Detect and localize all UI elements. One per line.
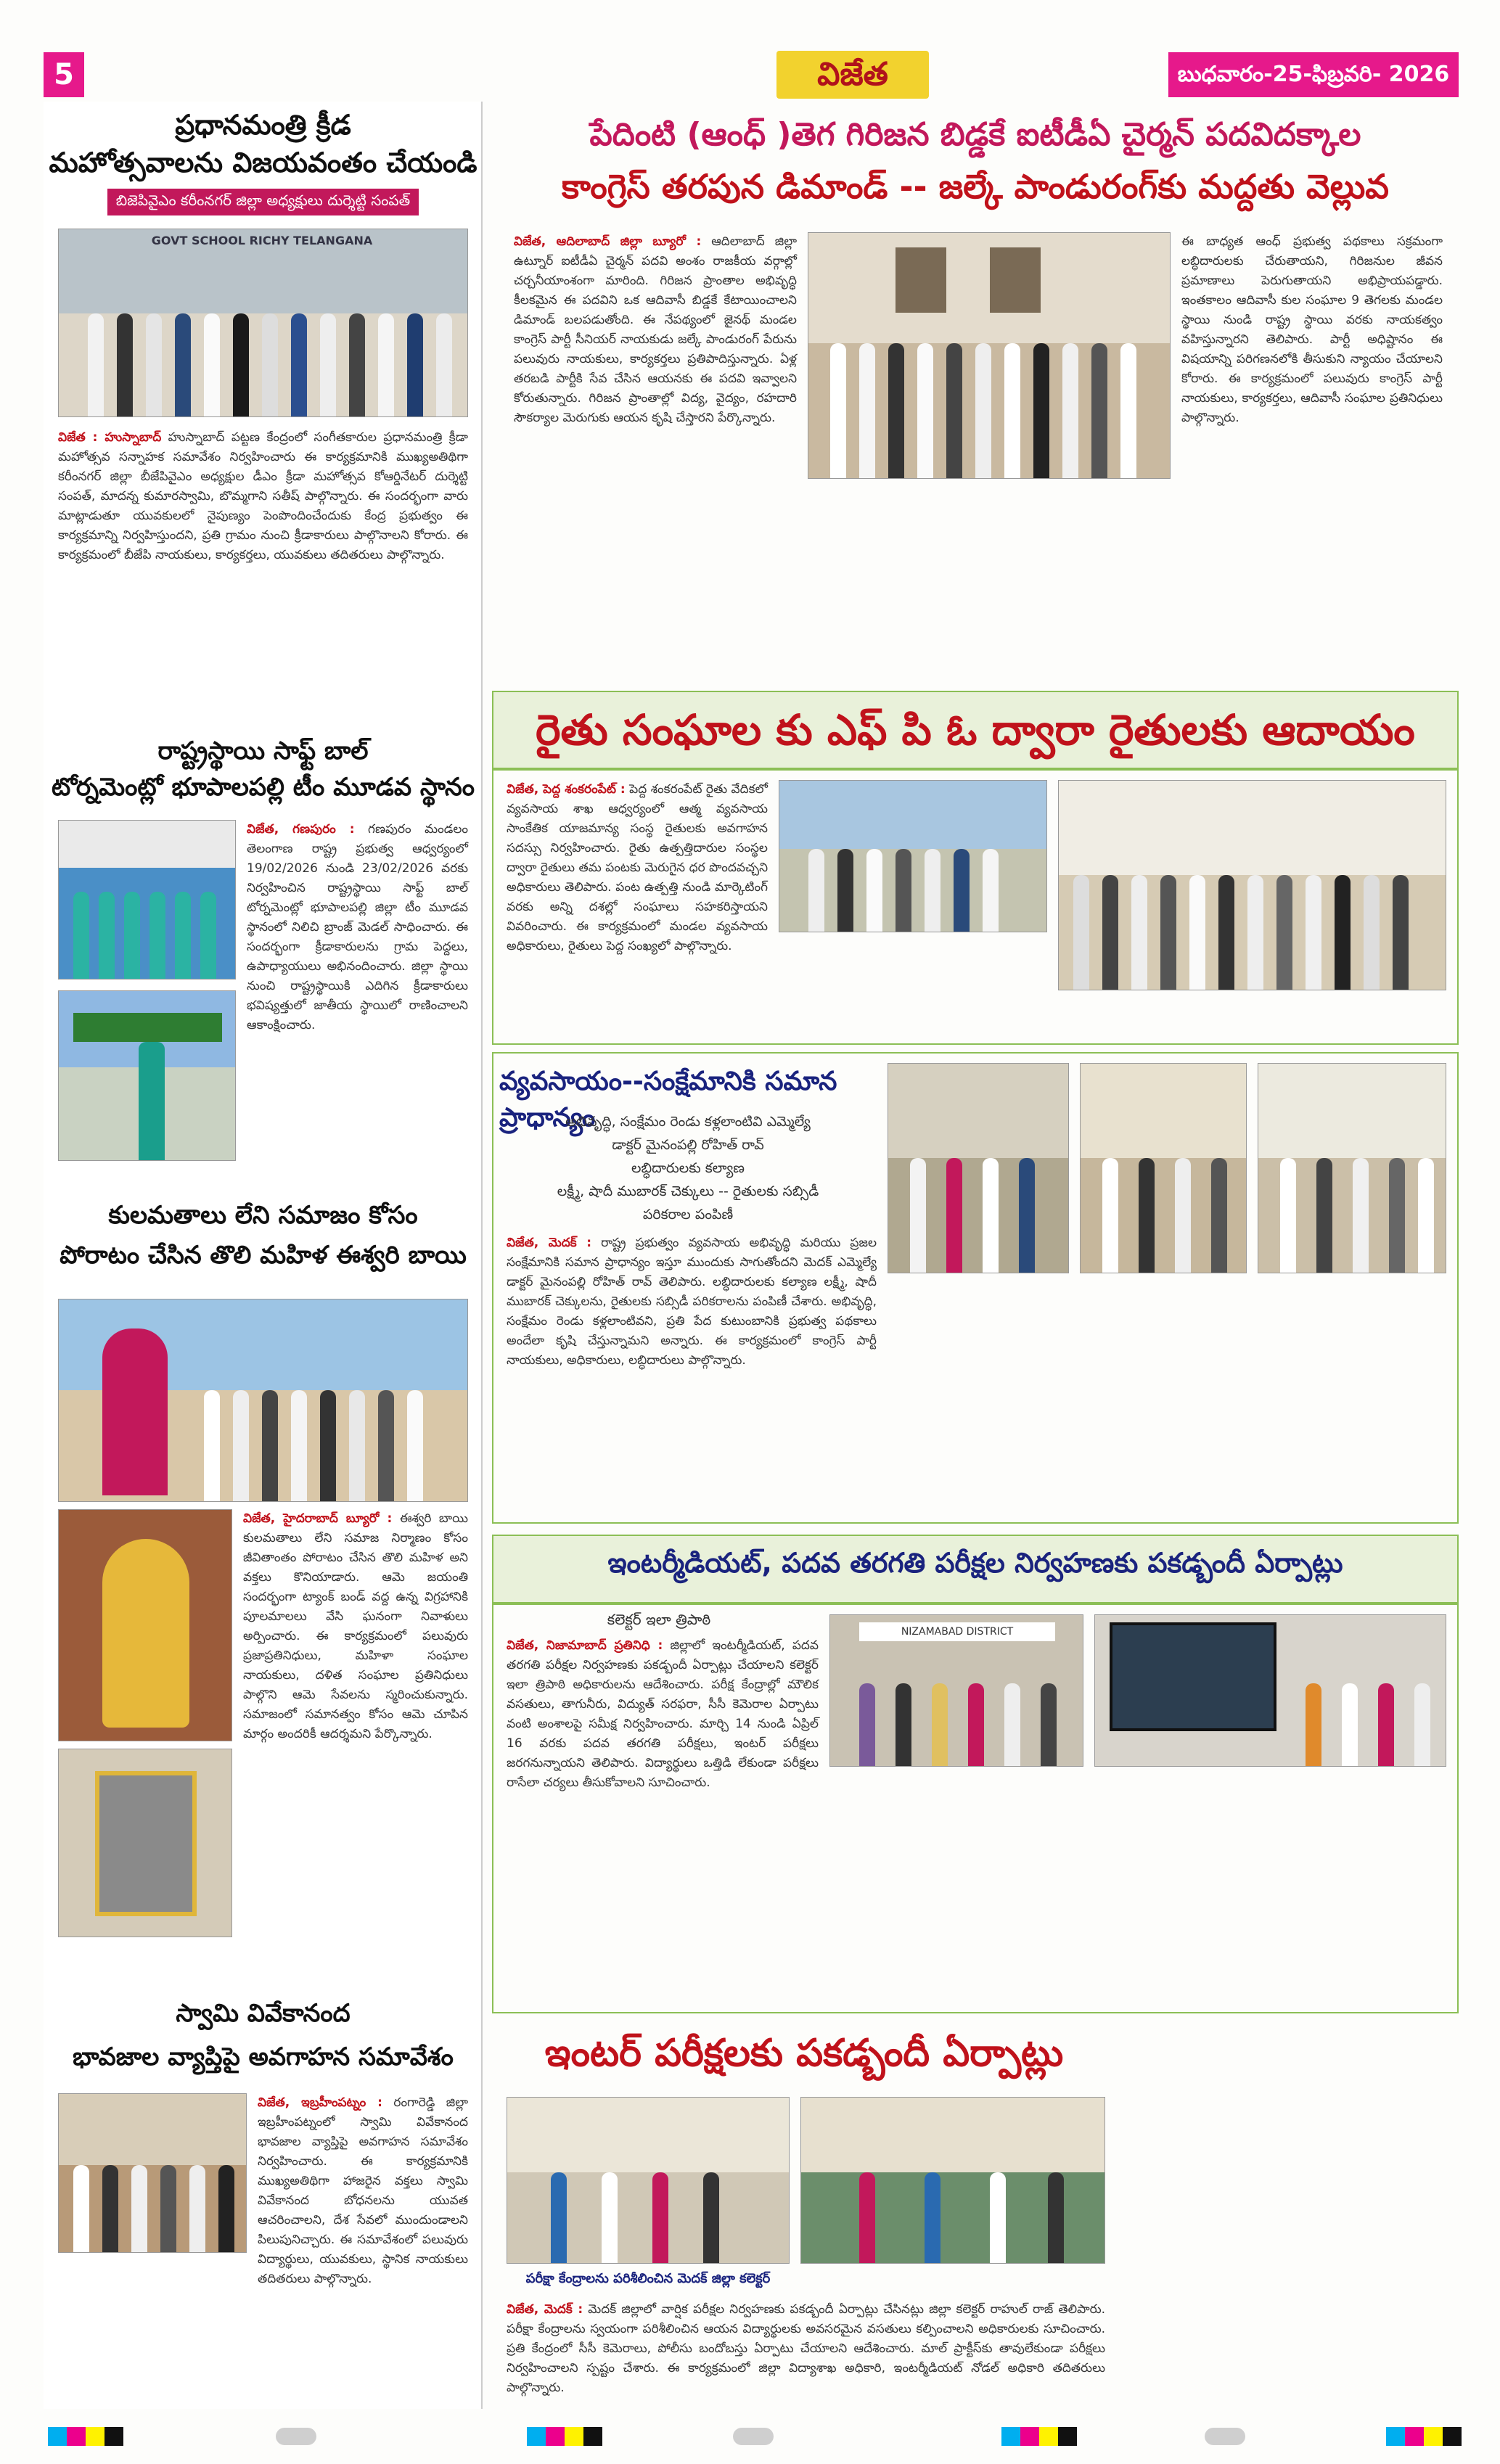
photo-felicitation bbox=[808, 232, 1171, 479]
photo-meeting bbox=[58, 2093, 247, 2253]
photo-statue-event bbox=[58, 1299, 468, 1502]
article-body: ఈశ్వరి బాయి కులమతాలు లేని సమాజ నిర్మాణం కోసం జీవితాంతం పోరాటం చేసిన తొలి మహిళ అని వక్తలు కొనియాడారు. ఆమె జయంతి సందర్భంగా ట్యాంక్ బండ్ వద్ద ఉన్న విగ్రహానికి పూలమాలలు వేసి ఘనంగా నివాళులు అర్పించారు. ఈ కార్యక్రమంలో పలువురు ప్రజాప్రతినిధులు, మహిళా సంఘాల నాయకులు, దళిత సంఘాల ప్రతినిధులు పాల్గొని ఆమె సేవలను స్మరించుకున్నారు. సమాజంలో సమానత్వం కోసం ఆమె చూపిన మార్గం అందరికీ ఆదర్శమని పేర్కొన్నారు. bbox=[243, 1511, 469, 1741]
agri-sub3: లబ్ధిదారులకు కల్యాణ bbox=[631, 1160, 745, 1176]
agri-sub1: అభివృద్ధి, సంక్షేమం రెండు కళ్లలాంటివి ఎమ్మెల్యే bbox=[565, 1114, 811, 1130]
photo-team bbox=[58, 820, 236, 980]
inter-body-right bbox=[1123, 2032, 1446, 2402]
exams-headline: ఇంటర్మీడియట్, పదవ తరగతి పరీక్షల నిర్వహణకు పకడ్బందీ ఏర్పాట్లు bbox=[607, 1547, 1343, 1579]
article-title-line2: టోర్నమెంట్లో భూపాలపల్లి టీం మూడవ స్థానం bbox=[51, 773, 475, 802]
issue-date: బుధవారం-25-ఫిబ్రవరి- 2026 bbox=[1168, 52, 1459, 97]
exams-body-middle bbox=[829, 1774, 1134, 2006]
page-header bbox=[44, 52, 1459, 97]
agri-body-right bbox=[1174, 1281, 1446, 1516]
photo-farmers-outdoor bbox=[779, 780, 1047, 932]
photo-video-conference bbox=[1094, 1614, 1446, 1767]
article-body-continued bbox=[58, 2260, 468, 2398]
farmers-body-continued bbox=[779, 943, 1047, 1038]
article-dateline: విజేత, ఆదిలాబాద్ జిల్లా బ్యూరో : bbox=[514, 234, 702, 249]
agri-headline: వ్యవసాయం--సంక్షేమానికి సమాన ప్రాధాన్యం bbox=[499, 1067, 837, 1133]
article-body-intro: రంగారెడ్డి జిల్లా ఇబ్రహీంపట్నంలో స్వామి వివేకానంద భావజాల వ్యాప్తిపై అవగాహన సమావేశం నిర్వహించారు. ఈ కార్యక్రమానికి ముఖ్యఅతిథిగా హాజరైన వక్తలు స్వామి వివేకానంద బోధనలను యువత ఆచరించాలని, దేశ సేవలో ముందుండాలని పిలుపునిచ్చారు. ఈ సమావేశంలో పలువురు విద్యార్థులు, యువకులు, స్థానిక నాయకులు తదితరులు పాల్గొన్నారు. bbox=[258, 2095, 468, 2286]
photo-group-school bbox=[58, 229, 468, 417]
article-title-line1: స్వామి వివేకానంద bbox=[176, 1999, 351, 2028]
article-title-line1: ప్రధానమంత్రి క్రీడ bbox=[175, 109, 351, 141]
article-subtitle-tag: బిజెపివైఎం కరీంనగర్ జిల్లా అధ్యక్షులు దుర్శెట్టి సంపత్ bbox=[107, 189, 419, 215]
exams-body-right bbox=[1145, 1774, 1446, 2006]
masthead-logo: విజేత bbox=[776, 51, 929, 99]
article-dateline: విజేత, పెద్ద శంకరంపేట్ : bbox=[507, 782, 626, 797]
photo-cheque-distribution bbox=[1080, 1063, 1247, 1273]
photo-mla-event bbox=[1258, 1063, 1446, 1273]
meeting-banner: NIZAMABAD DISTRICT bbox=[859, 1622, 1055, 1641]
agri-subheads bbox=[499, 1110, 877, 1226]
article-dateline: విజేత, మెదక్ : bbox=[507, 2302, 583, 2317]
right-column bbox=[492, 102, 1459, 2409]
article-body: ఆదిలాబాద్ జిల్లా ఉట్నూర్ ఐటీడీఏ చైర్మన్ పదవి అంశం రాజకీయ వర్గాల్లో చర్చనీయాంశంగా మారింది. గిరిజన ప్రాంతాల అభివృద్ధి కీలకమైన ఈ పదవిని ఒక ఆదివాసీ బిడ్డకే కేటాయించాలని డిమాండ్ బలపడుతోంది. ఈ నేపథ్యంలో జైనథ్ మండల కాంగ్రెస్ పార్టీ సీనియర్ నాయకుడు జల్కే పాండురంగ్ పేరును పలువురు నాయకులు, కార్యకర్తలు ప్రతిపాదిస్తున్నారు. ఏళ్ల తరబడి పార్టీకి సేవ చేసిన ఆయనకు ఈ పదవి ఇవ్వాలని కోరుతున్నారు. గిరిజన ప్రాంతాల్లో విద్య, వైద్యం, రహదారి సౌకర్యాల మెరుగుకు ఆయన కృషి చేస్తారని పేర్కొన్నారు. bbox=[514, 234, 797, 425]
lead-body-middle bbox=[808, 490, 1171, 675]
article-dateline: విజేత, మెదక్ : bbox=[507, 1236, 591, 1250]
article-title-line2: భావజాల వ్యాప్తిపై అవగాహన సమావేశం bbox=[73, 2042, 454, 2071]
article-dateline: విజేత, ఇబ్రహీంపట్నం : bbox=[258, 2095, 382, 2110]
agri-sub4: లక్ష్మీ, షాదీ ముబారక్ చెక్కులు -- రైతులకు సబ్సిడీ bbox=[557, 1183, 819, 1199]
article-dateline: విజేత, నిజామాబాద్ ప్రతినిధి : bbox=[507, 1638, 663, 1653]
lead-headline-line2: కాంగ్రెస్ తరపున డిమాండ్ -- జల్కే పాండురంగ్‌కు మద్దతు వెల్లువ bbox=[562, 167, 1389, 206]
article-body: హుస్నాబాద్ పట్టణ కేంద్రంలో సంగీతకారుల ప్రధానమంత్రి క్రీడా మహోత్సవ సన్నాహక సమావేశం నిర్వహించారు ఈ కార్యక్రమానికి ముఖ్యఅతిథిగా కరీంనగర్ జిల్లా బీజేపివైఎం అధ్యక్షుల డీఎం క్రీడా మహోత్సవ కోఆర్డినేటర్ దుర్శెట్టి సంపత్, మాదన్న కుమారస్వామి, బొమ్మగాని సతీష్ పాల్గొన్నారు. ఈ సందర్భంగా వారు మాట్లాడుతూ యువకులలో నైపుణ్యం పెంపొందించేందుకు కేంద్ర ప్రభుత్వం ఈ కార్యక్రమాన్ని నిర్వహిస్తుందని, ప్రతి గ్రామం నుంచి క్రీడాకారులు పాల్గొనాలని కోరారు. ఈ కార్యక్రమంలో బీజేపి నాయకులు, కార్యకర్తలు, యువకులు తదితరులు పాల్గొన్నారు. bbox=[58, 430, 469, 562]
article-dateline: విజేత, హైదరాబాద్ బ్యూరో : bbox=[243, 1511, 393, 1526]
photo-sign-text: GOVT SCHOOL RICHY TELANGANA bbox=[151, 234, 373, 247]
lead-body-right: ఈ బాధ్యత ఆంధ్ ప్రభుత్వ పథకాలు సక్రమంగా లబ్ధిదారులకు చేరుతాయని, గిరిజనుల జీవన ప్రమాణాలు పెరుగుతాయని అభిప్రాయపడ్డారు. ఇంతకాలం ఆదివాసీ కుల సంఘాల 9 తెగలకు మండల స్థాయి నుండి రాష్ట్ర స్థాయి వరకు నాయకత్వం వహిస్తున్నారని తెలిపారు. పార్టీ అధిష్టానం ఈ విషయాన్ని పరిగణనలోకి తీసుకుని న్యాయం చేయాలని కోరారు. ఈ కార్యక్రమంలో పలువురు కాంగ్రెస్ పార్టీ నాయకులు, కార్యకర్తలు, ఆదివాసీ సంఘాల ప్రతినిధులు పాల్గొన్నారు. bbox=[1181, 234, 1443, 425]
photo-collector-visit bbox=[507, 2097, 790, 2264]
photo-athlete bbox=[58, 990, 236, 1161]
page-number: 5 bbox=[44, 52, 84, 97]
article-dateline: విజేత, గణపురం : bbox=[247, 822, 355, 837]
article-body: రాష్ట్ర ప్రభుత్వం వ్యవసాయ అభివృద్ధి మరియు ప్రజల సంక్షేమానికి సమాన ప్రాధాన్యం ఇస్తూ ముందుకు సాగుతోందని మెదక్ ఎమ్మెల్యే డాక్టర్ మైనంపల్లి రోహిత్ రావ్ తెలిపారు. లబ్ధిదారులకు కల్యాణ లక్ష్మీ, షాదీ ముబారక్ చెక్కులను, రైతులకు సబ్సిడీ పరికరాలను పంపిణీ చేశారు. అభివృద్ధి, సంక్షేమం రెండు కళ్లలాంటివని, ప్రతి పేద కుటుంబానికి ప్రభుత్వ పథకాలు అందేలా కృషి చేస్తున్నామని అన్నారు. ఈ కార్యక్రమంలో కాంగ్రెస్ పార్టీ నాయకులు, అధికారులు, లబ్ధిదారులు పాల్గొన్నారు. bbox=[507, 1236, 877, 1368]
inter-headline: ఇంటర్ పరీక్షలకు పకడ్బందీ ఏర్పాట్లు bbox=[544, 2032, 1064, 2075]
article-title-line1: కులమతాలు లేని సమాజం కోసం bbox=[108, 1201, 418, 1230]
agri-sub2: డాక్టర్ మైనంపల్లి రోహిత్ రావ్ bbox=[612, 1137, 764, 1153]
photo-caption: పరీక్షా కేంద్రాలను పరిశీలించిన మెదక్ జిల్లా కలెక్టర్ bbox=[525, 2271, 771, 2286]
article-title-line1: రాష్ట్రస్థాయి సాఫ్ట్ బాల్ bbox=[157, 736, 369, 765]
article-title-line2: మహోత్సవాలను విజయవంతం చేయండి bbox=[49, 147, 478, 178]
article-body: జిల్లాలో ఇంటర్మీడియట్, పదవ తరగతి పరీక్షల నిర్వహణకు పకడ్బందీ ఏర్పాట్లు చేయాలని కలెక్టర్ ఇలా త్రిపాఠి అధికారులను ఆదేశించారు. పరీక్ష కేంద్రాల్లో మౌలిక వసతులు, తాగునీరు, విద్యుత్ సరఫరా, సీసీ కెమెరాల ఏర్పాటు వంటి అంశాలపై సమీక్ష నిర్వహించారు. మార్చి 14 నుండి ఏప్రిల్ 16 వరకు పదవ తరగతి పరీక్షలు, ఇంటర్ పరీక్షలు జరగనున్నాయని తెలిపారు. విద్యార్థులు ఒత్తిడి లేకుండా పరీక్షలు రాసేలా చర్యలు తీసుకోవాలని సూచించారు. bbox=[507, 1638, 819, 1790]
article-dateline: విజేత : హుస్నాబాద్ bbox=[58, 430, 162, 445]
article-body: గణపురం మండలం తెలంగాణ రాష్ట్ర ప్రభుత్వ ఆధ్వర్యంలో 19/02/2026 నుండి 23/02/2026 వరకు నిర్వహించిన రాష్ట్రస్థాయి సాఫ్ట్ బాల్ టోర్నమెంట్లో భూపాలపల్లి జిల్లా టీం మూడవ స్థానంలో నిలిచి బ్రాంజ్ మెడల్ సాధించారు. ఈ సందర్భంగా క్రీడాకారులను గ్రామ పెద్దలు, ఉపాధ్యాయులు అభినందించారు. జిల్లా స్థాయి నుంచి రాష్ట్రస్థాయికి ఎదిగిన క్రీడాకారులు భవిష్యత్తులో జాతీయ స్థాయిలో రాణించాలని ఆకాంక్షించారు. bbox=[247, 822, 468, 1032]
photo-equipment-handover bbox=[888, 1063, 1069, 1273]
agri-sub5: పరికరాల పంపిణీ bbox=[642, 1207, 734, 1223]
exams-sub: కలెక్టర్ ఇలా త్రిపాఠి bbox=[607, 1611, 711, 1628]
photo-exam-hall bbox=[800, 2097, 1105, 2264]
photo-farmers-meeting bbox=[1058, 780, 1446, 990]
left-column bbox=[44, 102, 483, 2409]
photo-review-meeting bbox=[829, 1614, 1083, 1767]
photo-garlanded-bust bbox=[58, 1509, 232, 1741]
article-body: మెదక్ జిల్లాలో వార్షిక పరీక్షల నిర్వహణకు పకడ్బందీ ఏర్పాట్లు చేసినట్లు జిల్లా కలెక్టర్ రాహుల్ రాజ్ తెలిపారు. పరీక్షా కేంద్రాలను స్వయంగా పరిశీలించిన ఆయన విద్యార్థులకు అవసరమైన వసతులు కల్పించాలని అధికారులకు సూచించారు. ప్రతి కేంద్రంలో సీసీ కెమెరాలు, పోలీసు బందోబస్తు ఏర్పాటు చేయాలని ఆదేశించారు. మాల్ ప్రాక్టీస్‌కు తావులేకుండా పరీక్షలు నిర్వహించాలని స్పష్టం చేశారు. ఈ కార్యక్రమంలో జిల్లా విద్యాశాఖ అధికారి, ఇంటర్మీడియట్ నోడల్ అధికారి తదితరులు పాల్గొన్నారు. bbox=[507, 2302, 1106, 2395]
article-title-line2: పోరాటం చేసిన తొలి మహిళ ఈశ్వరి బాయి bbox=[60, 1241, 467, 1270]
farmers-headline: రైతు సంఘాల కు ఎఫ్ పి ఓ ద్వారా రైతులకు ఆదాయం bbox=[536, 705, 1415, 755]
lead-headline-line1: పేదింటి (ఆంధ్ )తెగ గిరిజన బిడ్డకే ఐటీడీఏ చైర్మన్ పదవిదక్కాల bbox=[589, 116, 1361, 153]
agri-body-middle bbox=[888, 1281, 1163, 1516]
article-body: పెద్ద శంకరంపేట్ రైతు వేదికలో వ్యవసాయ శాఖ ఆధ్వర్యంలో ఆత్మ వ్యవసాయ సాంకేతిక యాజమాన్య సంస్థ రైతులకు అవగాహన సదస్సు నిర్వహించారు. రైతు ఉత్పత్తిదారుల సంస్థల ద్వారా రైతులు తమ పంటకు మెరుగైన ధర పొందవచ్చని అధికారులు తెలిపారు. పంట ఉత్పత్తి నుండి మార్కెటింగ్ వరకు అన్ని దశల్లో సంఘాలు సహకరిస్తాయని వివరించారు. ఈ కార్యక్రమంలో మండల వ్యవసాయ అధికారులు, రైతులు పెద్ద సంఖ్యలో పాల్గొన్నారు. bbox=[507, 782, 768, 953]
photo-portrait-tribute bbox=[58, 1749, 232, 1937]
